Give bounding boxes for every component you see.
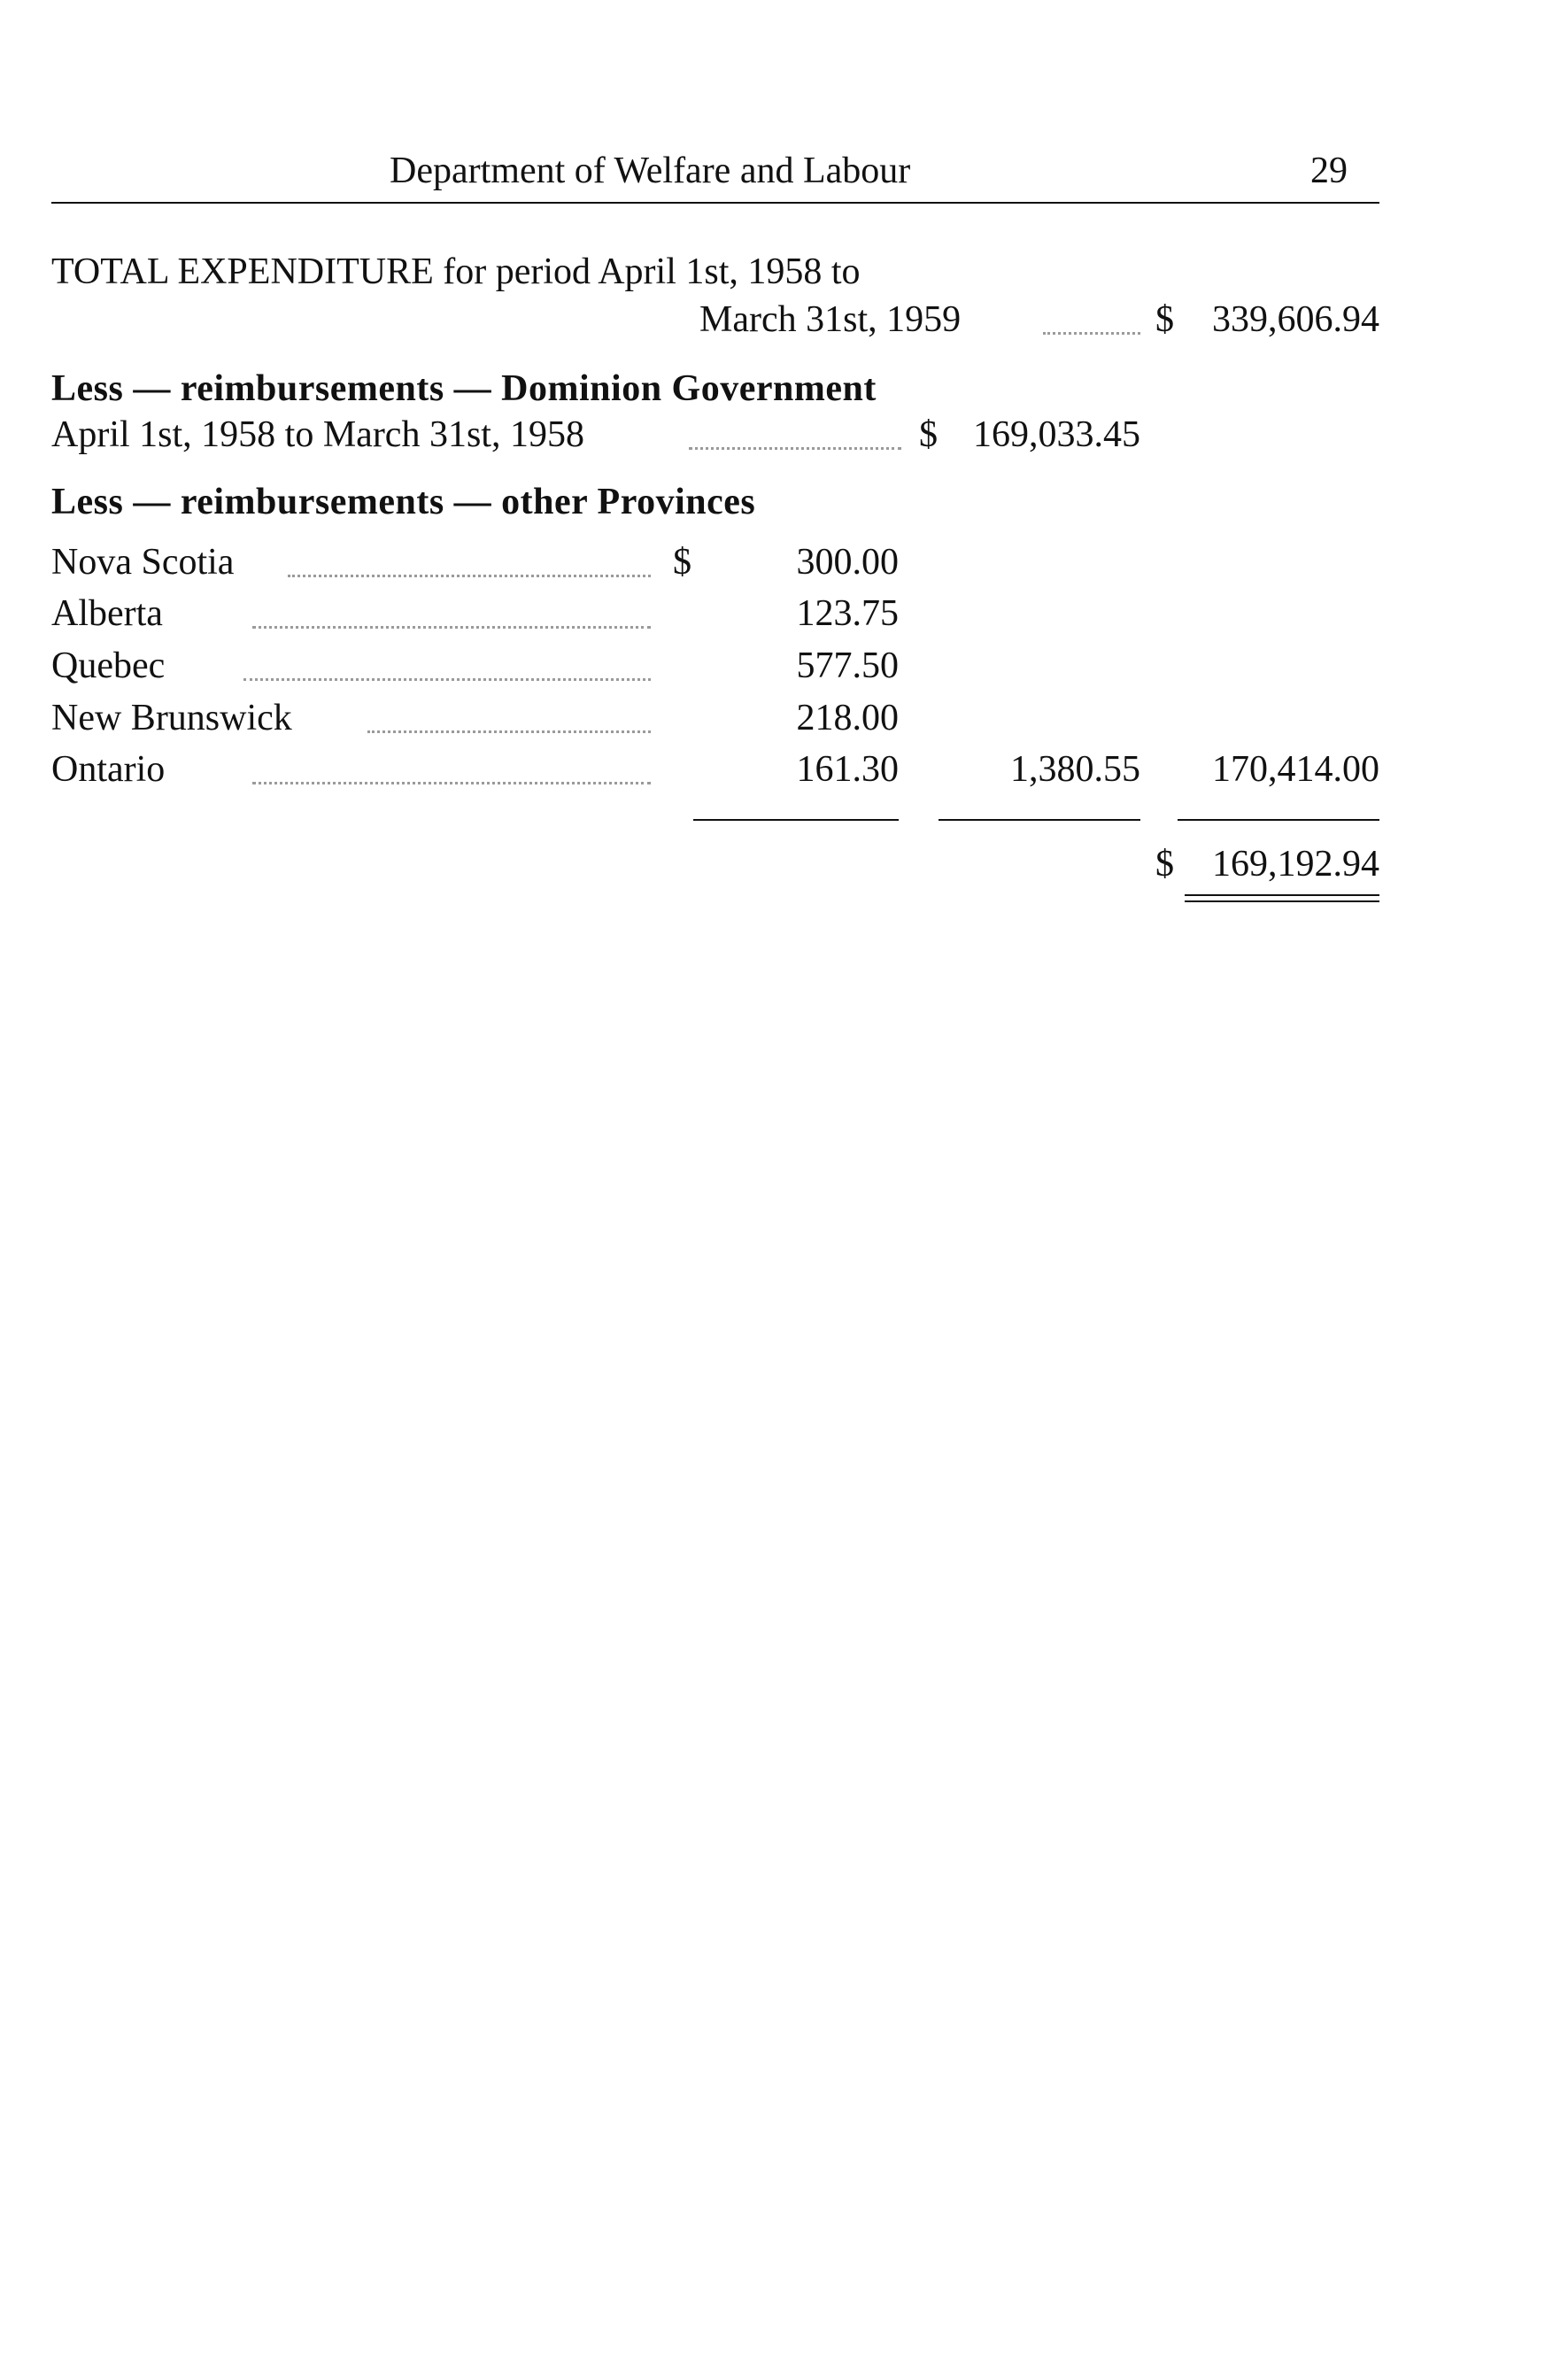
currency-sign: $ (919, 414, 938, 455)
leader-dots (243, 678, 651, 681)
province-name: Ontario (51, 749, 166, 790)
leader-dots (288, 575, 651, 577)
total-expenditure-amount: 339,606.94 (1212, 299, 1379, 340)
column-rule (1178, 819, 1379, 821)
leader-dots (252, 782, 651, 784)
province-name: Nova Scotia (51, 542, 235, 583)
page-number: 29 (1310, 151, 1348, 191)
province-amount: 577.50 (796, 645, 899, 686)
total-reimbursements: 170,414.00 (1212, 749, 1379, 790)
dominion-heading: Less — reimbursements — Dominion Government (51, 368, 877, 409)
province-amount: 218.00 (796, 698, 899, 738)
page-title: Department of Welfare and Labour (390, 151, 911, 191)
double-rule (1185, 894, 1379, 902)
provinces-subtotal: 1,380.55 (1010, 749, 1140, 790)
total-expenditure-line1: TOTAL EXPENDITURE for period April 1st, 1958 to (51, 251, 861, 292)
province-name: New Brunswick (51, 698, 292, 738)
currency-sign: $ (1155, 299, 1174, 340)
header-rule (51, 202, 1379, 204)
leader-dots (1043, 332, 1140, 335)
leader-dots (252, 626, 651, 629)
column-rule (939, 819, 1140, 821)
province-amount: 300.00 (796, 542, 899, 583)
total-expenditure-line2: March 31st, 1959 (699, 299, 962, 340)
province-amount: 161.30 (796, 749, 899, 790)
currency-sign: $ (673, 542, 691, 583)
column-rule (693, 819, 899, 821)
dominion-amount: 169,033.45 (973, 414, 1140, 455)
leader-dots (689, 447, 901, 450)
currency-sign: $ (1155, 844, 1174, 885)
province-amount: 123.75 (796, 593, 899, 634)
province-name: Quebec (51, 645, 166, 686)
provinces-heading: Less — reimbursements — other Provinces (51, 482, 756, 522)
leader-dots (367, 730, 651, 733)
province-name: Alberta (51, 593, 163, 634)
net-expenditure-amount: 169,192.94 (1212, 844, 1379, 885)
dominion-period: April 1st, 1958 to March 31st, 1958 (51, 414, 584, 455)
